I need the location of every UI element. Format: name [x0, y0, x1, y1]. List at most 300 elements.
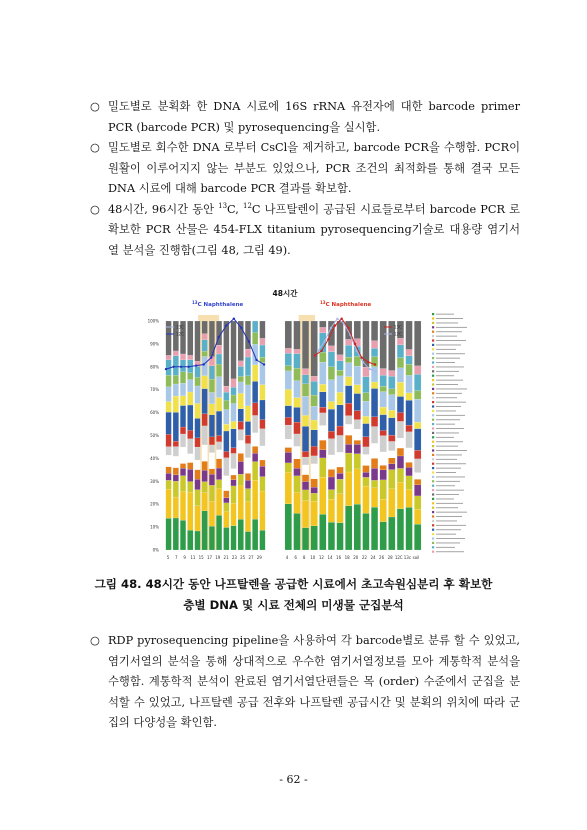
- right-bar-6-segment: [328, 409, 335, 431]
- legend-entry-text-placeholder: [436, 384, 458, 385]
- right-12c-point: [362, 361, 364, 363]
- right-bar-10-segment: [363, 477, 370, 486]
- left-bar-8-segment: [216, 398, 222, 411]
- right-bar-1-segment: [285, 452, 292, 463]
- right-bar-10-segment: [363, 377, 370, 393]
- right-bar-5-segment: [319, 327, 326, 332]
- right-bar-11-segment: [371, 488, 378, 507]
- left-bar-10-segment: [231, 486, 237, 503]
- right-bar-14-segment: [397, 382, 404, 396]
- right-bar-9-segment: [354, 321, 361, 339]
- right-bar-16-segment: [414, 459, 421, 473]
- right-bar-9-segment: [354, 469, 361, 504]
- left-12c-point: [165, 368, 167, 370]
- left-bar-3-segment: [180, 434, 186, 447]
- legend-label-12c: 12C: [176, 331, 184, 337]
- legend-entry-text-placeholder: [436, 411, 456, 412]
- right-bar-11-segment: [371, 443, 378, 458]
- legend-entry-text-placeholder: [436, 446, 458, 447]
- right-bar-2-segment: [294, 381, 301, 398]
- right-bar-1-segment: [285, 353, 292, 365]
- x-tick-label-left: 25: [240, 555, 246, 560]
- legend-entry-text-placeholder: [436, 472, 456, 473]
- left-bar-2-segment: [173, 396, 179, 412]
- x-tick-label-left: 11: [190, 555, 196, 560]
- right-bar-16-segment: [414, 524, 421, 550]
- right-bar-15-segment: [406, 393, 413, 400]
- right-bar-8-segment: [345, 403, 352, 415]
- left-bar-10-segment: [231, 429, 237, 448]
- left-bar-14-segment: [260, 338, 266, 345]
- right-bar-5-segment: [319, 321, 326, 327]
- right-bar-2-segment: [294, 434, 301, 446]
- left-bar-12-segment: [245, 444, 251, 458]
- y-tick-label: 50%: [150, 433, 159, 438]
- right-bar-15-segment: [406, 462, 413, 467]
- right-bar-10-segment: [363, 447, 370, 455]
- y-tick-label: 70%: [150, 387, 159, 393]
- right-bar-9-segment: [354, 420, 361, 429]
- left-bar-1-segment: [166, 447, 172, 456]
- right-bar-1-segment: [285, 504, 292, 550]
- right-bar-16-segment: [414, 321, 421, 366]
- left-bar-8-segment: [216, 489, 222, 516]
- legend-entry-swatch: [432, 467, 434, 469]
- left-bar-6-segment: [202, 511, 208, 550]
- bullet-mark: ○: [90, 634, 100, 647]
- right-bar-16-segment: [414, 399, 421, 422]
- right-bar-6-segment: [328, 401, 335, 409]
- left-bar-11-segment: [238, 382, 244, 393]
- x-tick-label-left: 9: [183, 555, 186, 560]
- left-bar-14-segment: [260, 491, 266, 530]
- right-bar-7-segment: [337, 467, 344, 473]
- left-bar-13-segment: [252, 480, 258, 519]
- right-bar-14-segment: [397, 438, 404, 448]
- right-bar-1-segment: [285, 425, 292, 439]
- x-tick-label-right: 22: [361, 555, 367, 560]
- legend-entry-text-placeholder: [436, 397, 457, 398]
- left-bar-11-segment: [238, 422, 244, 430]
- legend-entry-swatch: [432, 454, 434, 456]
- left-bar-5-segment: [195, 386, 201, 404]
- left-bar-4-segment: [187, 355, 193, 359]
- right-bar-5-segment: [319, 392, 326, 407]
- right-bar-8-segment: [345, 453, 352, 472]
- right-12c-point: [336, 318, 338, 320]
- right-bar-4-segment: [311, 406, 318, 420]
- legend-entry-swatch: [432, 392, 434, 394]
- x-tick-label-left: 5: [166, 555, 170, 560]
- left-bar-3-segment: [180, 476, 186, 492]
- legend-entry-text-placeholder: [436, 468, 461, 469]
- right-bar-14-segment: [397, 509, 404, 550]
- left-bar-6-segment: [202, 321, 208, 334]
- right-13c-point: [340, 318, 342, 320]
- left-bar-11-segment: [238, 409, 244, 422]
- right-bar-2-segment: [294, 354, 301, 369]
- bullet-list: [90, 97, 520, 261]
- left-bar-3-segment: [180, 427, 186, 434]
- left-bar-9-segment: [224, 321, 230, 386]
- right-bar-15-segment: [406, 364, 413, 375]
- right-bar-12-segment: [380, 465, 387, 470]
- left-bar-11-segment: [238, 519, 244, 550]
- left-bar-9-segment: [224, 452, 230, 458]
- right-bar-4-segment: [311, 487, 318, 493]
- left-12c-point: [202, 363, 204, 365]
- left-12c-point: [187, 366, 189, 368]
- legend-label-13c: 13C: [176, 324, 184, 330]
- right-bar-16-segment: [414, 473, 421, 480]
- left-bar-8-segment: [216, 411, 222, 435]
- legend-entry-text-placeholder: [436, 499, 454, 500]
- legend-entry-text-placeholder: [436, 419, 460, 420]
- right-bar-7-segment: [337, 370, 344, 376]
- left-bar-14-segment: [260, 400, 266, 420]
- legend-entry-swatch: [432, 542, 434, 544]
- left-bar-11-segment: [238, 440, 244, 453]
- right-bar-14-segment: [397, 421, 404, 438]
- legend-entry-swatch: [432, 537, 434, 539]
- legend-entry-text-placeholder: [436, 494, 459, 495]
- right-bar-1-segment: [285, 417, 292, 425]
- x-tick-label-right: 12: [318, 555, 324, 560]
- left-12c-point: [263, 363, 265, 365]
- right-bar-4-segment: [311, 493, 318, 501]
- right-bar-7-segment: [337, 435, 344, 452]
- left-bar-1-segment: [166, 375, 172, 386]
- left-bar-5-segment: [195, 418, 201, 437]
- right-bar-8-segment: [345, 339, 352, 345]
- right-bar-9-segment: [354, 444, 361, 453]
- left-bar-9-segment: [224, 528, 230, 551]
- left-bar-2-segment: [173, 518, 179, 550]
- y-tick-label: 10%: [150, 524, 159, 530]
- left-bar-2-segment: [173, 468, 179, 475]
- right-12c-point: [330, 327, 332, 329]
- figure-caption: [60, 574, 527, 616]
- right-bar-15-segment: [406, 432, 413, 448]
- right-bar-4-segment: [311, 464, 318, 479]
- right-bar-14-segment: [397, 358, 404, 368]
- left-bar-9-segment: [224, 400, 230, 409]
- right-bar-4-segment: [311, 456, 318, 464]
- bullet-list-2: [90, 631, 520, 734]
- legend-entry-swatch: [432, 436, 434, 438]
- left-bar-8-segment: [216, 459, 222, 468]
- left-bar-13-segment: [252, 403, 258, 416]
- left-bar-3-segment: [180, 396, 186, 406]
- left-bar-12-segment: [245, 480, 251, 488]
- right-bar-11-segment: [371, 417, 378, 427]
- left-bar-14-segment: [260, 530, 266, 550]
- left-bar-1-segment: [166, 412, 172, 434]
- right-13c-point: [347, 327, 349, 329]
- right-bar-10-segment: [363, 465, 370, 472]
- bullet-text: 48시간, 96시간 동안 $^{13}$C, $^{12}$C 나프탈렌이 공급된 시료들로부터 barcode PCR 로 확보한 PCR 산물은 454-FLX titanium pyrosequencing기술로 대용량 염기서열 분석을 진행함(그림 48, 그림 49).: [108, 201, 520, 257]
- right-bar-13-segment: [388, 441, 395, 450]
- right-bar-7-segment: [337, 376, 344, 392]
- left-bar-10-segment: [231, 403, 237, 421]
- left-bar-9-segment: [224, 511, 230, 527]
- right-bar-4-segment: [311, 376, 318, 381]
- right-bar-11-segment: [371, 480, 378, 488]
- right-bar-6-segment: [328, 455, 335, 469]
- legend-entry-swatch: [432, 445, 434, 447]
- right-bar-15-segment: [406, 349, 413, 355]
- legend-entry-text-placeholder: [436, 393, 462, 394]
- right-bar-16-segment: [414, 366, 421, 375]
- right-bar-16-segment: [414, 374, 421, 390]
- left-bar-4-segment: [187, 439, 193, 454]
- right-bar-16-segment: [414, 429, 421, 451]
- right-bar-3-segment: [302, 457, 309, 465]
- legend-entry-text-placeholder: [436, 402, 466, 403]
- left-bar-8-segment: [216, 377, 222, 398]
- right-bar-4-segment: [311, 420, 318, 430]
- left-bar-7-segment: [209, 437, 215, 445]
- left-bar-14-segment: [260, 345, 266, 357]
- figure-title: 48시간: [272, 289, 298, 298]
- right-bar-5-segment: [319, 384, 326, 392]
- left-bar-8-segment: [216, 345, 222, 354]
- legend-entry-text-placeholder: [436, 507, 458, 508]
- right-bar-8-segment: [345, 377, 352, 386]
- left-bar-10-segment: [231, 526, 237, 550]
- legend-entry-swatch: [432, 493, 434, 495]
- right-bar-11-segment: [371, 458, 378, 468]
- legend-entry-swatch: [432, 361, 434, 363]
- right-bar-10-segment: [363, 472, 370, 477]
- left-bar-12-segment: [245, 385, 251, 406]
- right-bar-3-segment: [302, 475, 309, 482]
- right-bar-12-segment: [380, 470, 387, 480]
- right-13c-point: [354, 343, 356, 345]
- figure-48: [140, 283, 503, 568]
- right-bar-6-segment: [328, 352, 335, 367]
- left-bar-11-segment: [238, 376, 244, 382]
- right-bar-13-segment: [388, 451, 395, 458]
- right-bar-3-segment: [302, 396, 309, 415]
- x-tick-label-right: 6: [294, 555, 297, 560]
- left-bar-3-segment: [180, 464, 186, 469]
- left-bar-9-segment: [224, 476, 230, 491]
- legend-entry-text-placeholder: [436, 538, 465, 539]
- right-bar-1-segment: [285, 439, 292, 447]
- right-bar-2-segment: [294, 422, 301, 434]
- right-bar-9-segment: [354, 440, 361, 444]
- y-tick-label: 40%: [150, 455, 159, 461]
- legend-entry-swatch: [432, 471, 434, 473]
- right-bar-11-segment: [371, 382, 378, 389]
- left-bar-6-segment: [202, 340, 208, 352]
- left-bar-4-segment: [187, 482, 193, 493]
- right-bar-13-segment: [388, 376, 395, 389]
- left-bar-11-segment: [238, 453, 244, 461]
- right-bar-13-segment: [388, 371, 395, 377]
- legend-entry-text-placeholder: [436, 424, 455, 425]
- left-bar-13-segment: [252, 433, 258, 447]
- right-bar-10-segment: [363, 416, 370, 423]
- legend-entry-swatch: [432, 511, 434, 513]
- legend-entry-text-placeholder: [436, 441, 463, 442]
- right-bar-3-segment: [302, 528, 309, 550]
- left-bar-11-segment: [238, 361, 244, 367]
- left-bar-2-segment: [173, 475, 179, 481]
- left-bar-3-segment: [180, 383, 186, 396]
- left-bar-1-segment: [166, 434, 172, 446]
- x-tick-label-left: 21: [223, 555, 229, 560]
- right-bar-10-segment: [363, 367, 370, 377]
- bullet-text: RDP pyrosequencing pipeline을 사용하여 각 barcode별로 분류 할 수 있었고, 염기서열의 분석을 통해 상대적으로 우수한 염기서열정보를 모아 계통학적 분석을 수행함. 계통학적 분석이 완료된 염기서열단편들은 목 (order) 수준에서 군집을 분석할 수 있었고, 나프탈렌 공급 전후와 나프탈렌 공급시간 및 분획의 위치에 따라 군집의 다양성을 확인함.: [108, 634, 520, 729]
- legend-entry-text-placeholder: [436, 318, 463, 319]
- right-bar-6-segment: [328, 490, 335, 500]
- x-tick-label-right: 10: [310, 555, 316, 560]
- legend-entry-text-placeholder: [436, 428, 464, 429]
- right-13c-point: [360, 356, 362, 358]
- legend-entry-swatch: [432, 515, 434, 517]
- right-13c-point: [314, 354, 316, 356]
- left-bar-2-segment: [173, 384, 179, 396]
- right-bar-7-segment: [337, 392, 344, 405]
- right-bar-11-segment: [371, 341, 378, 349]
- left-bar-4-segment: [187, 430, 193, 438]
- left-bar-13-segment: [252, 446, 258, 453]
- legend-entry-text-placeholder: [436, 336, 457, 337]
- legend-entry-swatch: [432, 370, 434, 372]
- legend-entry-swatch: [432, 441, 434, 443]
- right-bar-12-segment: [380, 415, 387, 431]
- legend-entry-swatch: [432, 313, 434, 315]
- legend-entry-swatch: [432, 507, 434, 509]
- right-bar-12-segment: [380, 480, 387, 499]
- x-tick-label-right: 16: [336, 555, 342, 560]
- x-tick-label-right: soil: [412, 555, 420, 560]
- left-12c-point: [240, 327, 242, 329]
- left-bar-6-segment: [202, 334, 208, 340]
- right-bar-8-segment: [345, 424, 352, 435]
- legend-entry-text-placeholder: [436, 450, 467, 451]
- left-bar-1-segment: [166, 387, 172, 402]
- x-tick-label-left: 15: [198, 555, 204, 560]
- bullet-mark: ○: [90, 202, 100, 216]
- legend-entry-swatch: [432, 344, 434, 346]
- right-bar-1-segment: [285, 472, 292, 503]
- legend-entry-swatch: [432, 357, 434, 359]
- left-bar-5-segment: [195, 470, 201, 480]
- right-bar-7-segment: [337, 479, 344, 494]
- right-bar-9-segment: [354, 454, 361, 469]
- right-bar-8-segment: [345, 357, 352, 362]
- left-bar-7-segment: [209, 379, 215, 392]
- left-bar-14-segment: [260, 446, 266, 460]
- left-bar-7-segment: [209, 526, 215, 550]
- panel-right-title: $^{13}$C Naphthalene: [320, 300, 372, 308]
- left-bar-1-segment: [166, 455, 172, 467]
- x-tick-label-left: 29: [256, 555, 262, 560]
- left-bar-11-segment: [238, 393, 244, 408]
- left-bar-13-segment: [252, 519, 258, 550]
- legend-entry-text-placeholder: [436, 437, 454, 438]
- left-bar-6-segment: [202, 482, 208, 493]
- legend-entry-swatch: [432, 414, 434, 416]
- left-bar-12-segment: [245, 421, 251, 435]
- x-tick-label-right: 18: [344, 555, 350, 560]
- left-bar-5-segment: [195, 377, 201, 386]
- x-tick-label-right: 13c: [403, 555, 412, 560]
- left-bar-13-segment: [252, 332, 258, 344]
- legend-entry-swatch: [432, 419, 434, 421]
- legend-entry-swatch: [432, 331, 434, 333]
- right-bar-5-segment: [319, 352, 326, 362]
- right-bar-14-segment: [397, 338, 404, 345]
- left-bar-12-segment: [245, 489, 251, 502]
- left-bar-1-segment: [166, 402, 172, 413]
- legend-entry-text-placeholder: [436, 529, 461, 530]
- right-bar-6-segment: [328, 439, 335, 455]
- right-bar-4-segment: [311, 381, 318, 395]
- legend-entry-swatch: [432, 432, 434, 434]
- left-bar-1-segment: [166, 473, 172, 480]
- left-12c-point: [233, 318, 235, 320]
- legend-entry-text-placeholder: [436, 375, 454, 376]
- right-bar-9-segment: [354, 385, 361, 394]
- right-bar-7-segment: [337, 321, 344, 355]
- legend-entry-swatch: [432, 397, 434, 399]
- left-bar-5-segment: [195, 321, 201, 361]
- left-bar-5-segment: [195, 403, 201, 418]
- right-bar-6-segment: [328, 477, 335, 490]
- left-bar-4-segment: [187, 469, 193, 481]
- right-bar-10-segment: [363, 454, 370, 465]
- right-bar-7-segment: [337, 452, 344, 467]
- left-bar-2-segment: [173, 497, 179, 518]
- right-bar-13-segment: [388, 470, 395, 489]
- left-bar-9-segment: [224, 424, 230, 431]
- left-bar-3-segment: [180, 447, 186, 463]
- right-bar-4-segment: [311, 430, 318, 447]
- right-bar-2-segment: [294, 321, 301, 349]
- y-tick-label: 0%: [152, 547, 159, 553]
- left-bar-7-segment: [209, 485, 215, 501]
- right-bar-12-segment: [380, 430, 387, 435]
- left-bar-1-segment: [166, 467, 172, 474]
- legend-entry-swatch: [432, 524, 434, 526]
- left-12c-point: [180, 366, 182, 368]
- left-12c-point: [210, 356, 212, 358]
- legend-entry-swatch: [432, 379, 434, 381]
- left-bar-9-segment: [224, 409, 230, 424]
- right-bar-9-segment: [354, 504, 361, 550]
- right-bar-15-segment: [406, 375, 413, 393]
- left-bar-9-segment: [224, 458, 230, 476]
- right-bar-1-segment: [285, 348, 292, 353]
- right-bar-7-segment: [337, 355, 344, 361]
- right-bar-12-segment: [380, 375, 387, 386]
- right-bar-9-segment: [354, 429, 361, 440]
- right-bar-15-segment: [406, 321, 413, 349]
- right-bar-12-segment: [380, 499, 387, 522]
- x-tick-label-left: 17: [206, 555, 213, 560]
- legend-entry-swatch: [432, 322, 434, 324]
- legend-entry-text-placeholder: [436, 490, 464, 491]
- legend-entry-swatch: [432, 317, 434, 319]
- left-bar-4-segment: [187, 463, 193, 470]
- legend-label-12c: 12C: [394, 331, 402, 337]
- right-bar-13-segment: [388, 464, 395, 470]
- legend-entry-text-placeholder: [436, 534, 456, 535]
